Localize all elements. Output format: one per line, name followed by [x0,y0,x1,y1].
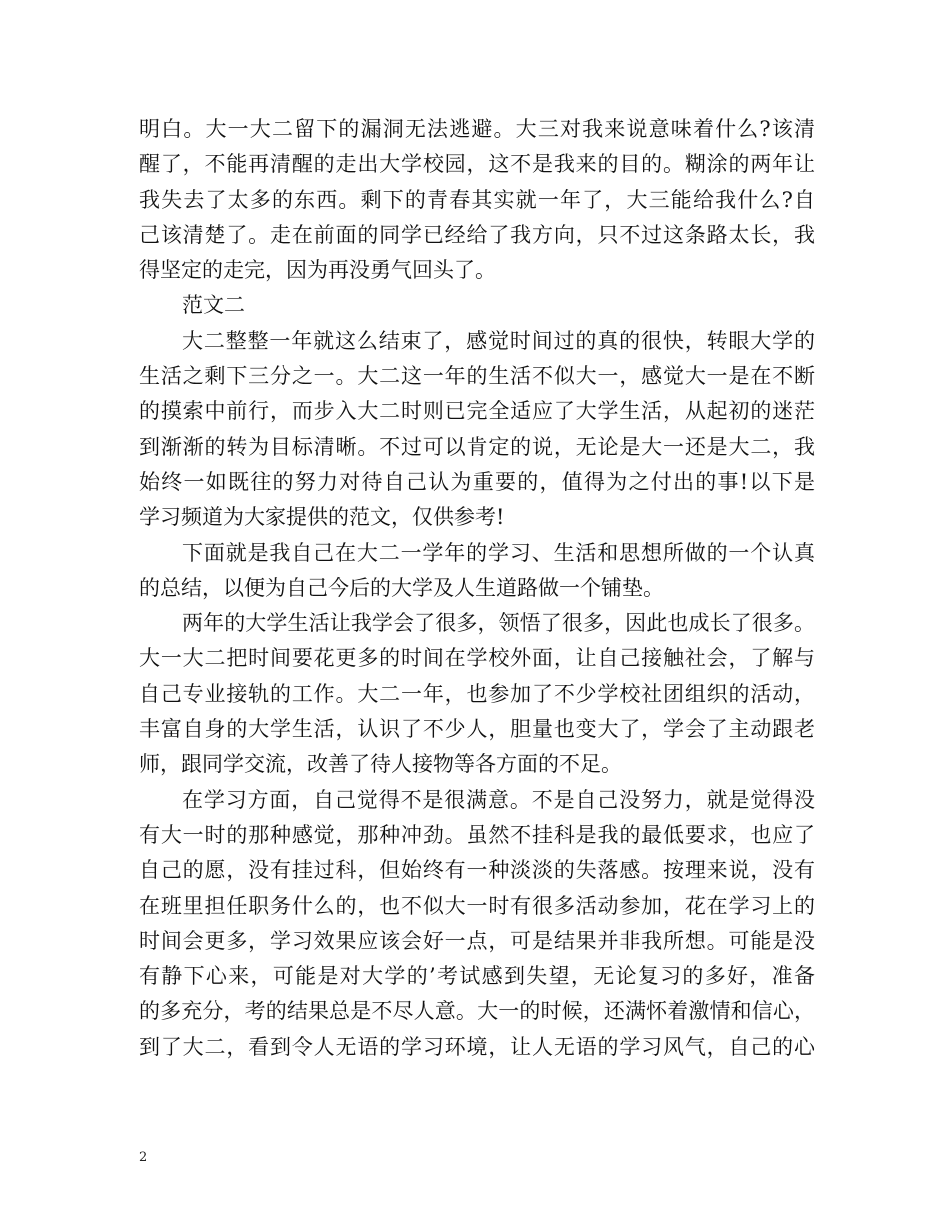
text-line: 到了大二，看到令人无语的学习环境，让人无语的学习风气，自己的心 [139,1034,815,1059]
text-line: 我失去了太多的东西。剩下的青春其实就一年了，大三能给我什么?自 [139,187,815,212]
text-line: 明白。大一大二留下的漏洞无法逃避。大三对我来说意味着什么?该清 [139,117,815,141]
text-line: 师，跟同学交流，改善了待人接物等各方面的不足。 [139,752,622,777]
text-line: 有静下心来，可能是对大学的’考试感到失望，无论复习的多好，准备 [139,964,815,989]
text-line: 到渐渐的转为目标清晰。不过可以肯定的说，无论是大一还是大二，我 [139,434,815,459]
text-line: 得坚定的走完，因为再没勇气回头了。 [139,258,496,283]
paragraph-first-line: 两年的大学生活让我学会了很多，领悟了很多，因此也成长了很多。 [182,611,815,636]
text-line: 时间会更多，学习效果应该会好一点，可是结果并非我所想。可能是没 [139,928,815,953]
text-line: 始终一如既往的努力对待自己认为重要的，值得为之付出的事!以下是 [139,469,815,494]
text-line: 自己专业接轨的工作。大二一年，也参加了不少学校社团组织的活动， [139,681,815,706]
paragraph-first-line: 大二整整一年就这么结束了，感觉时间过的真的很快，转眼大学的 [182,328,815,353]
text-line: 自己的愿，没有挂过科，但始终有一种淡淡的失落感。按理来说，没有 [139,858,815,883]
paragraph-first-line: 下面就是我自己在大二一学年的学习、生活和思想所做的一个认真 [182,540,815,565]
text-line: 有大一时的那种感觉，那种冲劲。虽然不挂科是我的最低要求，也应了 [139,822,815,847]
text-line: 的总结，以便为自己今后的大学及人生道路做一个铺垫。 [139,575,664,600]
text-line: 大一大二把时间要花更多的时间在学校外面，让自己接触社会，了解与 [139,646,815,671]
text-line: 丰富自身的大学生活，认识了不少人，胆量也变大了，学会了主动跟老 [139,717,815,742]
paragraph-first-line: 在学习方面，自己觉得不是很满意。不是自己没努力，就是觉得没 [182,787,815,812]
text-line: 己该清楚了。走在前面的同学已经给了我方向，只不过这条路太长，我 [139,222,815,247]
text-line: 醒了，不能再清醒的走出大学校园，这不是我来的目的。糊涂的两年让 [139,152,815,177]
text-line: 的摸索中前行，而步入大二时则已完全适应了大学生活，从起初的迷茫 [139,399,815,424]
page-number: 2 [139,1150,148,1165]
document-body [139,112,815,1065]
paragraph-first-line: 范文二 [182,293,245,318]
text-line: 的多充分，考的结果总是不尽人意。大一的时候，还满怀着激情和信心， [139,999,815,1024]
text-line: 生活之剩下三分之一。大二这一年的生活不似大一，感觉大一是在不断 [139,364,815,389]
text-line: 学习频道为大家提供的范文，仅供参考! [139,505,505,530]
text-line: 在班里担任职务什么的，也不似大一时有很多活动参加，花在学习上的 [139,893,815,918]
